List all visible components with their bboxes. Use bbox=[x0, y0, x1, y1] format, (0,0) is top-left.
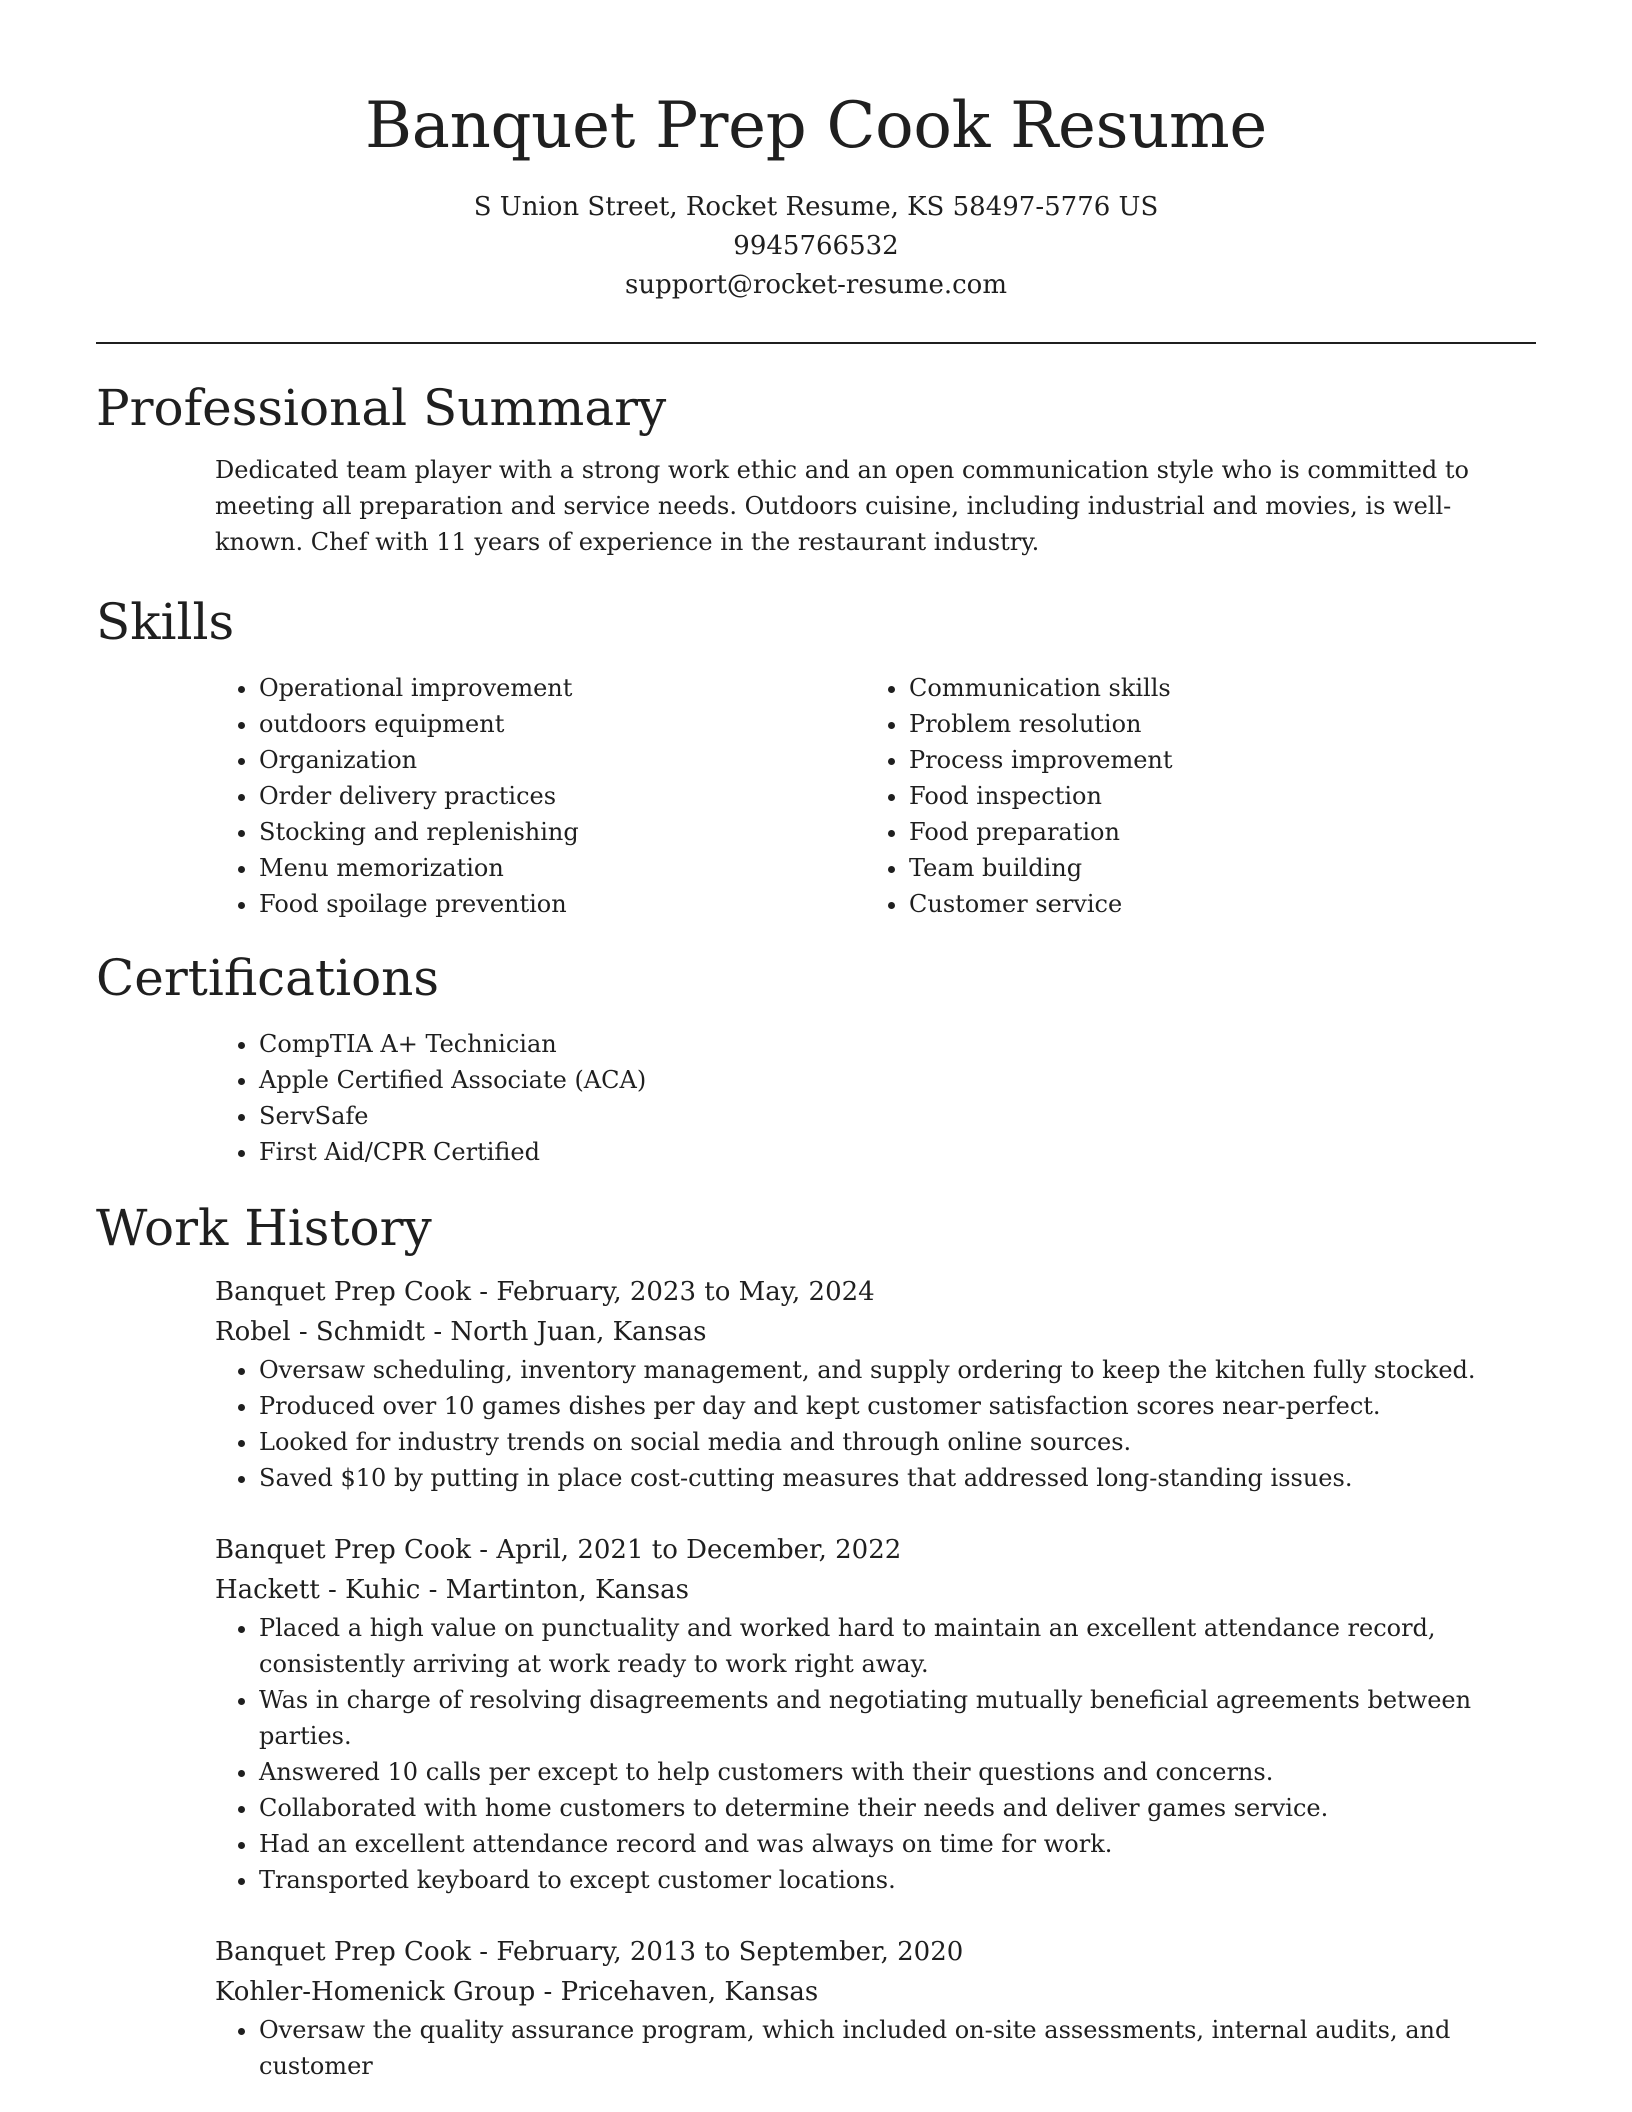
job-location: - Pricehaven, Kansas bbox=[535, 1977, 819, 2007]
skill-item: • Food inspection bbox=[909, 778, 1515, 814]
skill-item: • Team building bbox=[909, 850, 1515, 886]
skill-item: • Food spoilage prevention bbox=[259, 886, 865, 922]
job-duty: • Produced over 10 games dishes per day and kept customer satisfaction scores near-perfect. bbox=[259, 1388, 1536, 1424]
job-role: Banquet Prep Cook bbox=[215, 1937, 472, 1967]
job-duty: • Oversaw scheduling, inventory management, and supply ordering to keep the kitchen fully stocked. bbox=[259, 1352, 1536, 1388]
certification-item: • ServSafe bbox=[259, 1098, 1536, 1134]
certifications-section bbox=[96, 948, 1536, 1170]
job-duty: • Was in charge of resolving disagreements and negotiating mutually beneficial agreements between parties. bbox=[259, 1682, 1536, 1754]
resume-title: Banquet Prep Cook Resume bbox=[364, 89, 1268, 163]
contact-email: support@rocket-resume.com bbox=[624, 270, 1007, 300]
job-company-line bbox=[215, 1570, 1536, 1610]
job-location: - North Juan, Kansas bbox=[425, 1317, 707, 1347]
job-title-line bbox=[215, 1272, 1536, 1312]
skill-item: • Organization bbox=[259, 742, 865, 778]
certification-item: • First Aid/CPR Certified bbox=[259, 1134, 1536, 1170]
job-duty: • Collaborated with home customers to determine their needs and deliver games service. bbox=[259, 1790, 1536, 1826]
job-entry bbox=[215, 1272, 1536, 1496]
job-dates: - April, 2021 to December, 2022 bbox=[471, 1535, 902, 1565]
skill-item: • Operational improvement bbox=[259, 670, 865, 706]
job-duty: • Placed a high value on punctuality and worked hard to maintain an excellent attendance record, consistently arriving at work ready to work right away. bbox=[259, 1610, 1536, 1682]
skills-section bbox=[96, 592, 1536, 922]
job-company-line bbox=[215, 1972, 1536, 2012]
job-duty: • Oversaw the quality assurance program, which included on-site assessments, internal audits, and customer bbox=[259, 2012, 1536, 2084]
job-title-line bbox=[215, 1530, 1536, 1570]
job-dates: - February, 2023 to May, 2024 bbox=[471, 1277, 875, 1307]
skills-columns bbox=[215, 670, 1536, 922]
job-duty: • Saved $10 by putting in place cost-cutting measures that addressed long-standing issues. bbox=[259, 1460, 1536, 1496]
certifications-list bbox=[215, 1026, 1536, 1170]
skill-item: • Problem resolution bbox=[909, 706, 1515, 742]
job-entry bbox=[215, 1530, 1536, 1898]
header-divider bbox=[96, 342, 1536, 344]
skills-column-left bbox=[215, 670, 865, 922]
work-history-section bbox=[96, 1198, 1536, 2084]
skill-item: • Customer service bbox=[909, 886, 1515, 922]
certification-item: • Apple Certified Associate (ACA) bbox=[259, 1062, 1536, 1098]
resume-header bbox=[0, 0, 1632, 305]
skills-heading: Skills bbox=[96, 593, 235, 651]
job-duty: • Transported keyboard to except customer locations. bbox=[259, 1862, 1536, 1898]
job-company: Hackett - Kuhic bbox=[215, 1575, 421, 1605]
certifications-heading: Certifications bbox=[96, 949, 440, 1007]
job-duty: • Had an excellent attendance record and was always on time for work. bbox=[259, 1826, 1536, 1862]
job-company: Kohler-Homenick Group bbox=[215, 1977, 536, 2007]
job-location: - Martinton, Kansas bbox=[420, 1575, 689, 1605]
skill-item: • Stocking and replenishing bbox=[259, 814, 865, 850]
skills-column-right bbox=[865, 670, 1515, 922]
skill-item: • Communication skills bbox=[909, 670, 1515, 706]
job-entry bbox=[215, 1932, 1536, 2084]
job-duty: • Looked for industry trends on social media and through online sources. bbox=[259, 1424, 1536, 1460]
job-title-line bbox=[215, 1932, 1536, 1972]
job-role: Banquet Prep Cook bbox=[215, 1535, 472, 1565]
job-duty: • Answered 10 calls per except to help customers with their questions and concerns. bbox=[259, 1754, 1536, 1790]
certification-item: • CompTIA A+ Technician bbox=[259, 1026, 1536, 1062]
job-company: Robel - Schmidt bbox=[215, 1317, 426, 1347]
skill-item: • Menu memorization bbox=[259, 850, 865, 886]
summary-heading: Professional Summary bbox=[96, 379, 667, 437]
skill-item: • Food preparation bbox=[909, 814, 1515, 850]
job-duties bbox=[215, 1352, 1536, 1496]
summary-section bbox=[96, 378, 1536, 560]
job-role: Banquet Prep Cook bbox=[215, 1277, 472, 1307]
contact-phone: 9945766532 bbox=[733, 231, 899, 261]
job-dates: - February, 2013 to September, 2020 bbox=[471, 1937, 964, 1967]
job-company-line bbox=[215, 1312, 1536, 1352]
skill-item: • Process improvement bbox=[909, 742, 1515, 778]
job-duties bbox=[215, 2012, 1536, 2084]
skill-item: • Order delivery practices bbox=[259, 778, 865, 814]
skill-item: • outdoors equipment bbox=[259, 706, 865, 742]
job-duties bbox=[215, 1610, 1536, 1898]
summary-text: Dedicated team player with a strong work ethic and an open communication style who is committed to meeting all preparation and service needs. Outdoors cuisine, including industrial and movies, is well-known. Chef with 11 years of experience in the restaurant industry. bbox=[215, 456, 1469, 556]
work-history-heading: Work History bbox=[96, 1199, 432, 1257]
contact-address: S Union Street, Rocket Resume, KS 58497-5776 US bbox=[473, 192, 1159, 222]
